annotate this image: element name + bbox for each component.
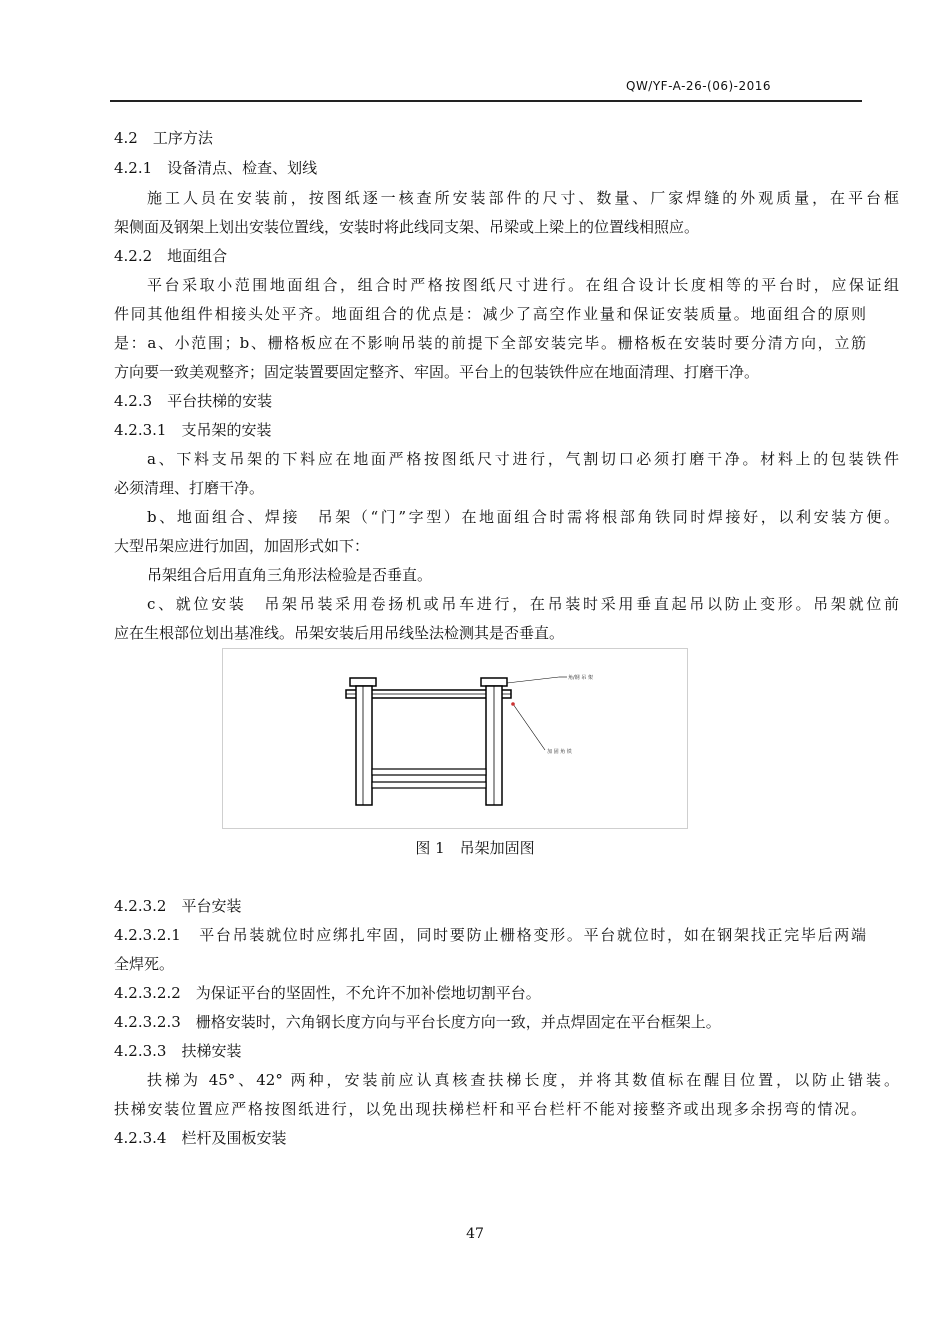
subsection-heading: 4.2.1 设备清点、检查、划线 xyxy=(114,159,318,177)
leader-line xyxy=(507,677,559,683)
figure-frame xyxy=(222,648,688,829)
paragraph-line: c、就位安装 吊架吊装采用卷扬机或吊车进行，在吊装时采用垂直起吊以防止变形。吊架就位前 xyxy=(147,595,899,613)
header-rule xyxy=(110,100,862,102)
figure-caption: 图 1 吊架加固图 xyxy=(415,839,535,857)
reinforcement-bar xyxy=(372,782,486,788)
document-code: QW/YF-A-26-(06)-2016 xyxy=(626,79,772,93)
section-heading: 4.2 工序方法 xyxy=(114,129,213,147)
paragraph-line: 件同其他组件相接头处平齐。地面组合的优点是：减少了高空作业量和保证安装质量。地面组合的原则 xyxy=(114,305,866,323)
paragraph-line: 4.2.3.2.3 栅格安装时，六角钢长度方向与平台长度方向一致，并点焊固定在平台框架上。 xyxy=(114,1013,721,1031)
paragraph-line: 扶梯为 45°、42° 两种，安装前应认真核查扶梯长度，并将其数值标在醒目位置，以防止错装。 xyxy=(147,1071,899,1089)
paragraph-line: 全焊死。 xyxy=(114,955,175,973)
reinforcement-bar xyxy=(372,769,486,775)
subsection-heading: 4.2.2 地面组合 xyxy=(114,247,228,265)
leader-line xyxy=(513,704,545,750)
paragraph-line: 吊架组合后用直角三角形法检验是否垂直。 xyxy=(147,566,433,584)
paragraph-line: 架侧面及钢架上划出安装位置线，安装时将此线同支架、吊梁或上梁上的位置线相照应。 xyxy=(114,218,700,236)
paragraph-line: b、地面组合、焊接 吊架（“门”字型）在地面组合时需将根部角铁同时焊接好，以利安装方便。 xyxy=(147,508,899,526)
marker-dot xyxy=(511,702,515,706)
subsection-heading: 4.2.3.1 支吊架的安装 xyxy=(114,421,272,439)
paragraph-line: 平台采取小范围地面组合，组合时严格按图纸尺寸进行。在组合设计长度相等的平台时，应保证组 xyxy=(147,276,899,294)
label-top: 角/钢 吊 架 xyxy=(568,675,593,681)
paragraph-line: 4.2.3.2.2 为保证平台的坚固性，不允许不加补偿地切割平台。 xyxy=(114,984,541,1002)
paragraph-line: 必须清理、打磨干净。 xyxy=(114,479,265,497)
label-bottom: 加 固 角 铁 xyxy=(547,749,572,755)
paragraph-line: 是：a、小范围；b、栅格板应在不影响吊装的前提下全部安装完毕。栅格板在安装时要分清方向，立筋 xyxy=(114,334,866,352)
paragraph-line: 4.2.3.2.1 平台吊装就位时应绑扎牢固，同时要防止栅格变形。平台就位时，如在钢架找正完毕后两端 xyxy=(114,926,866,944)
paragraph-line: 大型吊架应进行加固，加固形式如下： xyxy=(114,537,370,555)
subsection-heading: 4.2.3.4 栏杆及围板安装 xyxy=(114,1129,287,1147)
paragraph-line: 方向要一致美观整齐；固定装置要固定整齐、牢固。平台上的包装铁件应在地面清理、打磨干净。 xyxy=(114,363,760,381)
paragraph-line: 施工人员在安装前，按图纸逐一核查所安装部件的尺寸、数量、厂家焊缝的外观质量，在平台框 xyxy=(147,189,899,207)
left-column xyxy=(356,686,372,805)
hanger-reinforcement-diagram xyxy=(223,649,689,830)
subsection-heading: 4.2.3.3 扶梯安装 xyxy=(114,1042,242,1060)
paragraph-line: a、下料支吊架的下料应在地面严格按图纸尺寸进行，气割切口必须打磨干净。材料上的包装铁件 xyxy=(147,450,899,468)
subsection-heading: 4.2.3.2 平台安装 xyxy=(114,897,242,915)
subsection-heading: 4.2.3 平台扶梯的安装 xyxy=(114,392,273,410)
right-top-plate xyxy=(481,678,507,686)
paragraph-line: 扶梯安装位置应严格按图纸进行，以免出现扶梯栏杆和平台栏杆不能对接整齐或出现多余拐弯的情况。 xyxy=(114,1100,866,1118)
paragraph-line: 应在生根部位划出基准线。吊架安装后用吊线坠法检测其是否垂直。 xyxy=(114,624,565,642)
left-top-plate xyxy=(350,678,376,686)
page-number: 47 xyxy=(466,1226,484,1242)
